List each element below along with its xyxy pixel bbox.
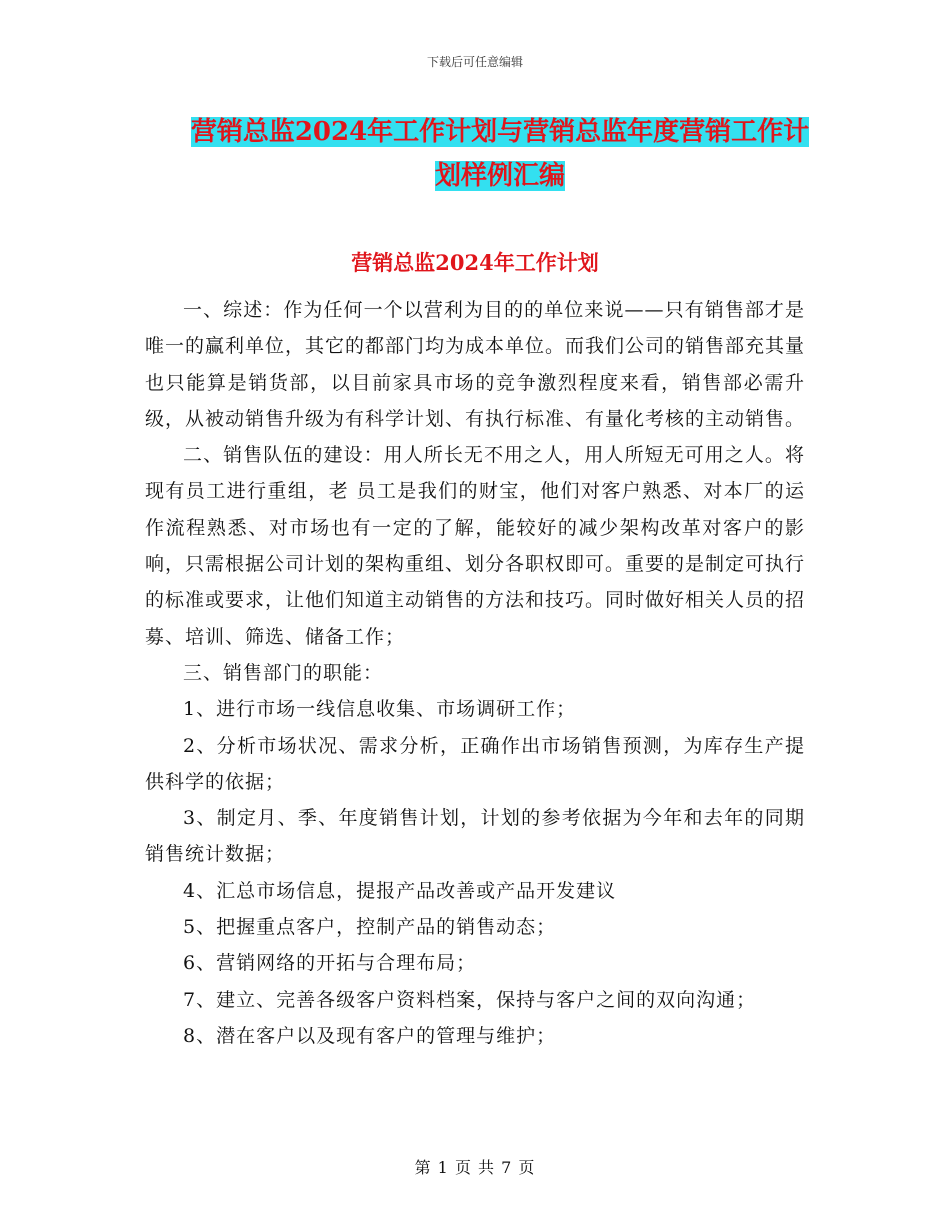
page-number-footer: 第 1 页 共 7 页: [414, 1158, 536, 1177]
list-item: 7、建立、完善各级客户资料档案，保持与客户之间的双向沟通；: [183, 988, 757, 1011]
list-item: 3、制定月、季、年度销售计划，计划的参考依据为今年和去年的同期销售统计数据；: [145, 807, 805, 866]
paragraph-overview: 一、综述：作为任何一个以营利为目的的单位来说——只有销售部才是唯一的赢利单位，其它的都部门均为成本单位。而我们公司的销售部充其量也只能算是销货部，以目前家具市场的竞争激烈程度来看，销售部必需升级，从被动销售升级为有科学计划、有执行标准、有量化考核的主动销售。: [145, 299, 806, 430]
header-note: 下载后可任意编辑: [426, 55, 523, 69]
list-item: 4、汇总市场信息，提报产品改善或产品开发建议: [183, 879, 617, 902]
document-title-line-1: 营销总监2024年工作计划与营销总监年度营销工作计: [190, 117, 810, 147]
document-title-line-2: 划样例汇编: [434, 161, 565, 191]
section-title: 营销总监2024年工作计划: [351, 250, 599, 275]
paragraph-functions-heading: 三、销售部门的职能：: [183, 661, 384, 684]
list-item: 1、进行市场一线信息收集、市场调研工作；: [183, 698, 577, 721]
paragraph-team-building: 二、销售队伍的建设：用人所长无不用之人，用人所短无可用之人。将现有员工进行重组，老 员工是我们的财宝，他们对客户熟悉、对本厂的运作流程熟悉、对市场也有一定的了解，能较好的减少架构改革对客户的影响，只需根据公司计划的架构重组、划分各职权即可。重要的是制定可执行的标准或要求，让他们知道主动销售的方法和技巧。同时做好相关人员的招募、培训、筛选、储备工作；: [145, 444, 806, 648]
list-item: 5、把握重点客户，控制产品的销售动态；: [183, 916, 557, 939]
document-title: [140, 110, 860, 198]
list-item: 6、营销网络的开拓与合理布局；: [183, 952, 477, 975]
document-body: [145, 292, 805, 1054]
list-item: 2、分析市场状况、需求分析，正确作出市场销售预测，为库存生产提供科学的依据；: [145, 734, 805, 793]
list-item: 8、潜在客户以及现有客户的管理与维护；: [183, 1024, 557, 1047]
